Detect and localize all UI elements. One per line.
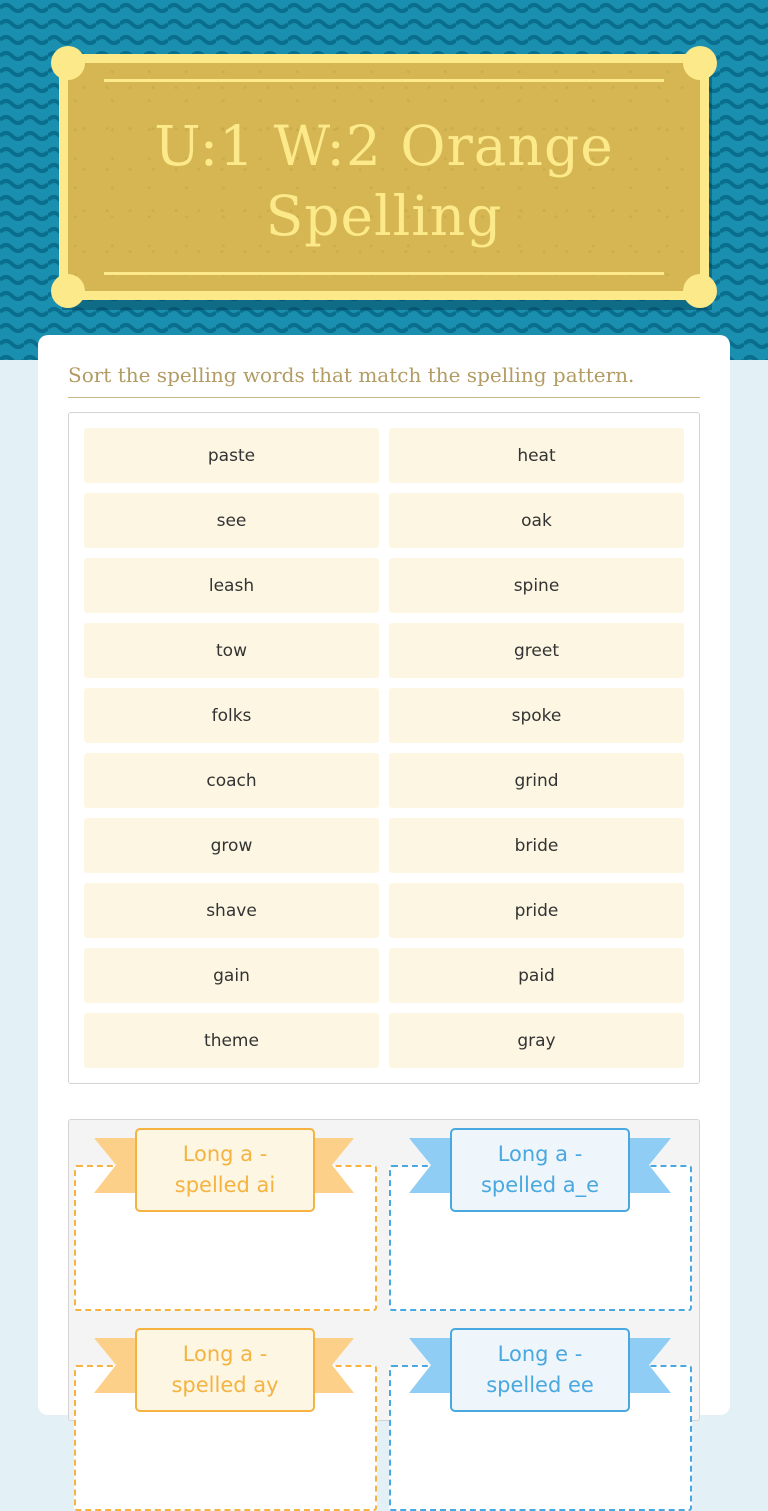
page-title: U:1 W:2 Orange Spelling [154,114,614,248]
word-tile[interactable]: oak [389,493,684,548]
category-label: Long a - spelled ay [135,1328,315,1412]
title-banner [59,54,709,300]
instruction-text: Sort the spelling words that match the spelling pattern. [68,363,700,398]
word-tile[interactable]: spoke [389,688,684,743]
banner-corner [683,46,717,80]
banner-corner [683,274,717,308]
word-tile[interactable]: coach [84,753,379,808]
word-tile[interactable]: grow [84,818,379,873]
word-tile[interactable]: shave [84,883,379,938]
word-tile[interactable]: heat [389,428,684,483]
word-tile[interactable]: see [84,493,379,548]
sorting-area [68,1119,700,1421]
word-tile[interactable]: paste [84,428,379,483]
word-tile[interactable]: leash [84,558,379,613]
worksheet-card [38,335,730,1415]
word-tile[interactable]: pride [389,883,684,938]
category-label: Long a - spelled ai [135,1128,315,1212]
word-tile[interactable]: theme [84,1013,379,1068]
banner-corner [51,274,85,308]
word-tile[interactable]: gray [389,1013,684,1068]
banner-rule [104,272,664,275]
word-tile[interactable]: spine [389,558,684,613]
word-tile[interactable]: grind [389,753,684,808]
word-tile[interactable]: paid [389,948,684,1003]
word-bank [68,412,700,1084]
category-label: Long a - spelled a_e [450,1128,630,1212]
word-tile[interactable]: greet [389,623,684,678]
banner-panel [68,63,700,291]
word-tile[interactable]: tow [84,623,379,678]
word-tile[interactable]: folks [84,688,379,743]
banner-corner [51,46,85,80]
banner-rule [104,79,664,82]
category-label: Long e - spelled ee [450,1328,630,1412]
word-tile[interactable]: bride [389,818,684,873]
word-tile[interactable]: gain [84,948,379,1003]
